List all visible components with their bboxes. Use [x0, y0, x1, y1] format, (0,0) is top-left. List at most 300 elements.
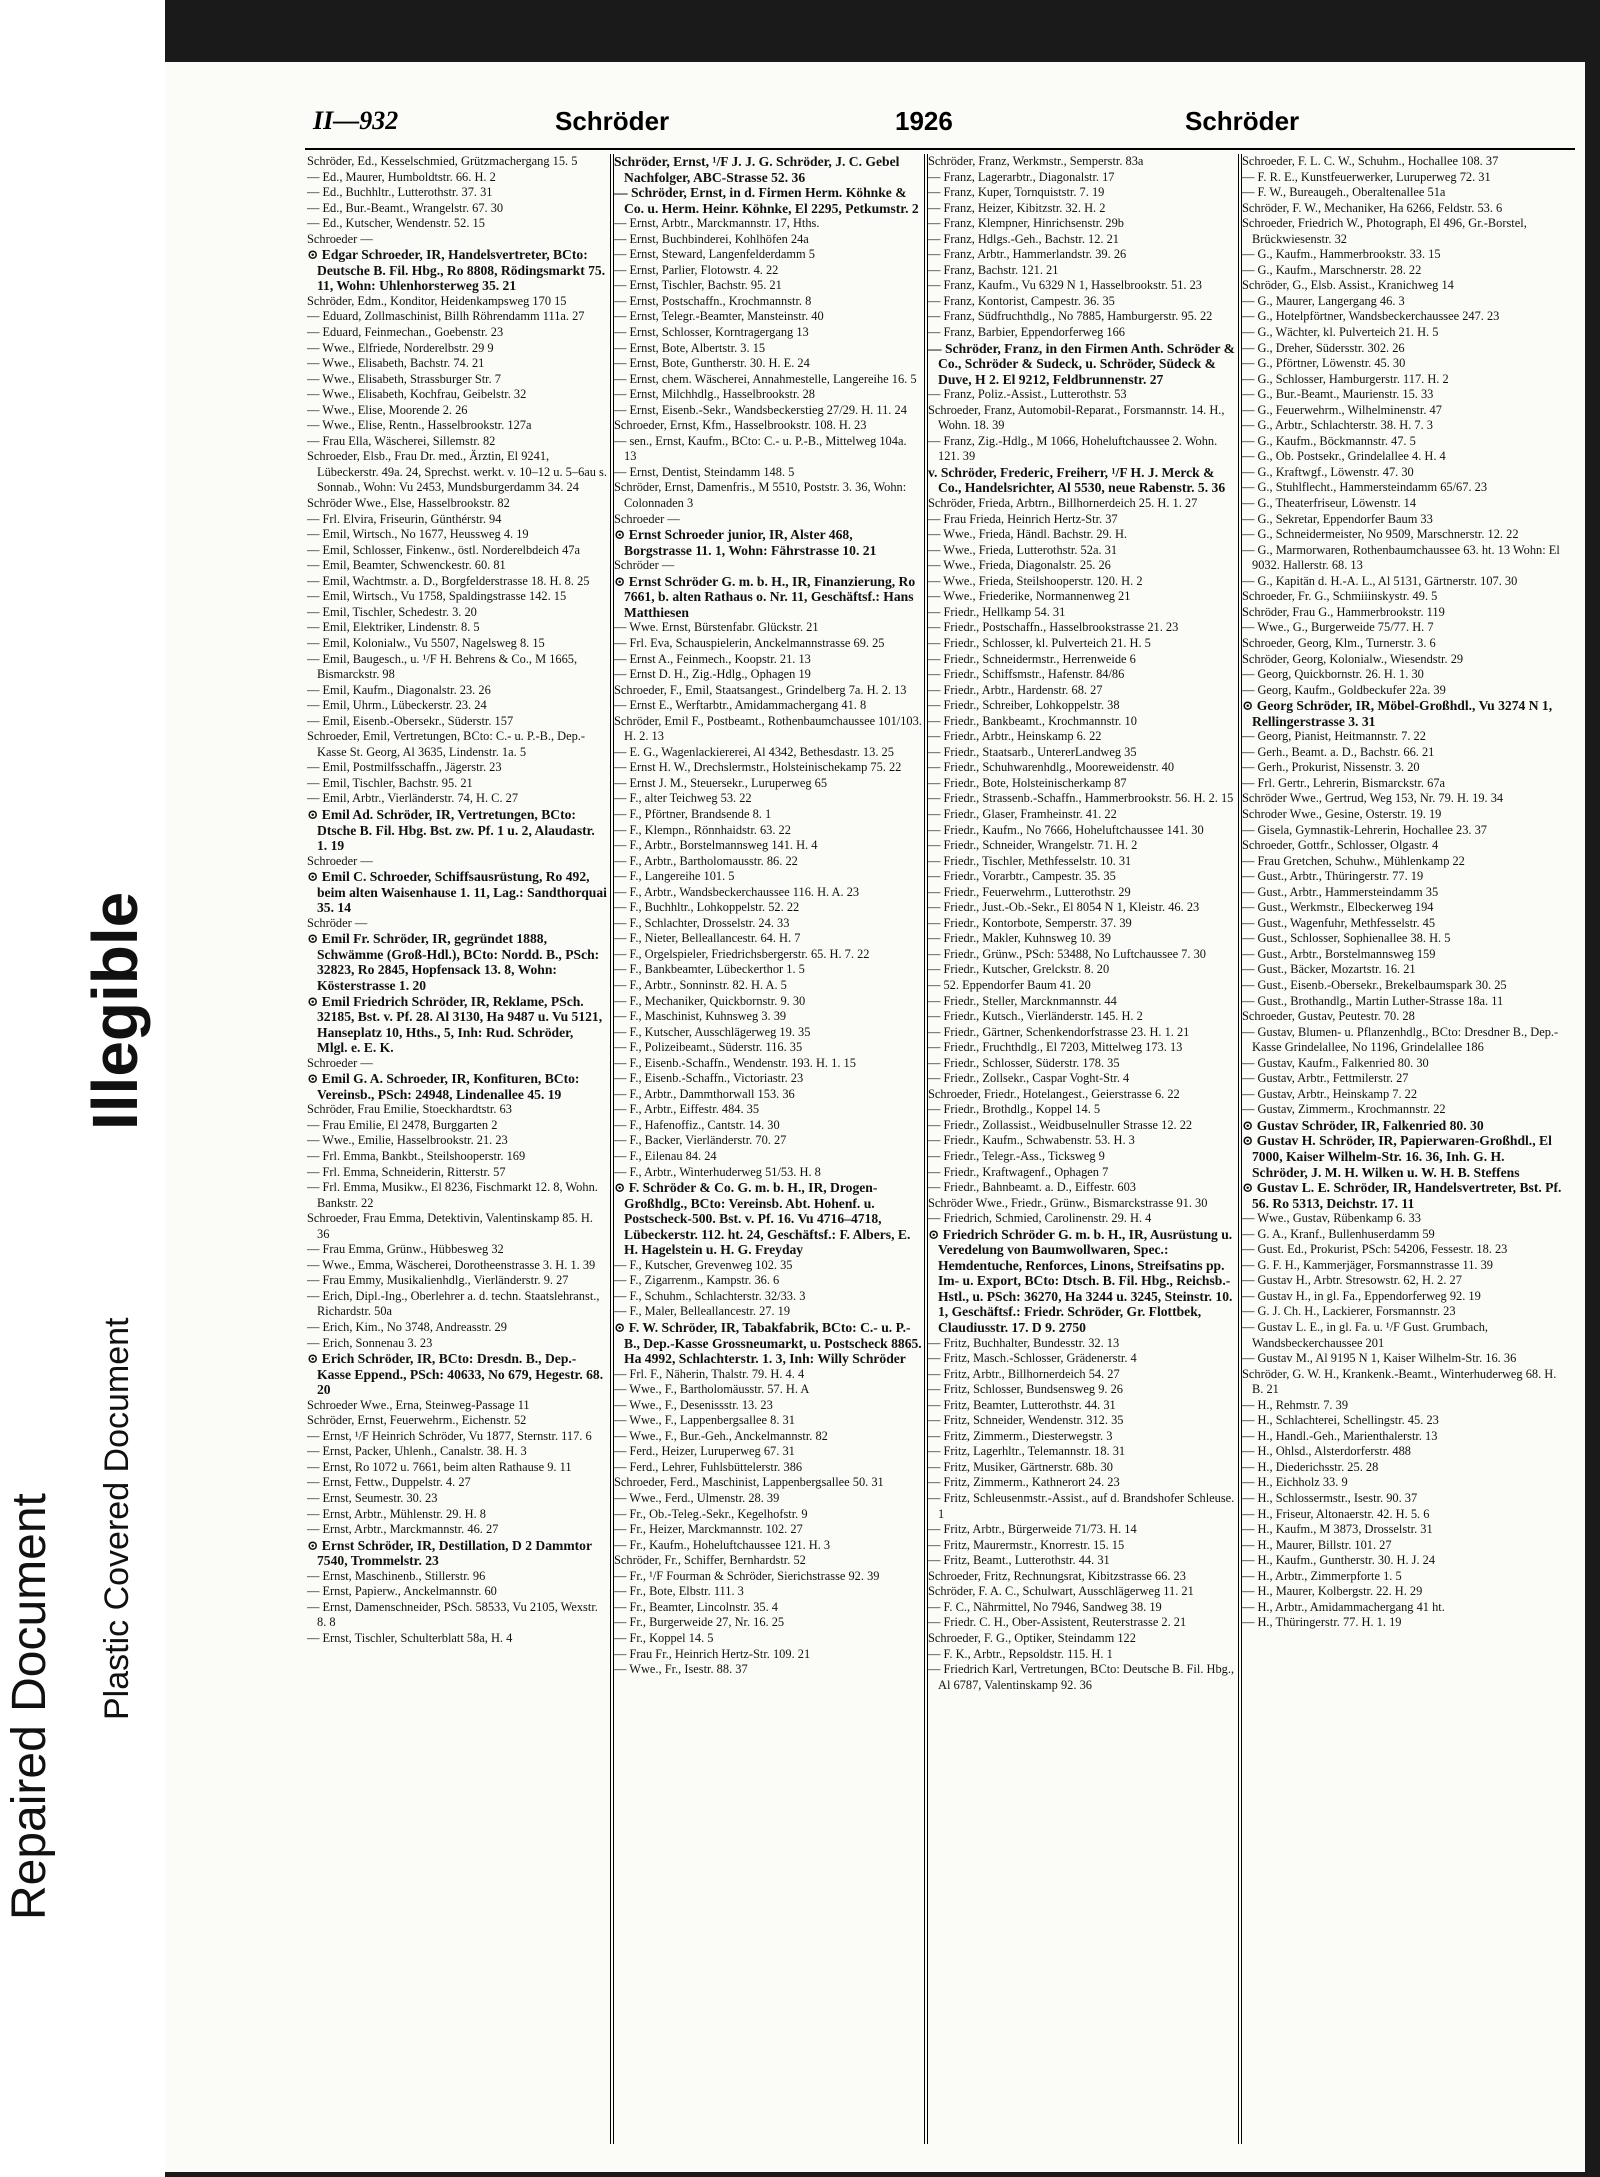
directory-entry: Schröder, F. W., Mechaniker, Ha 6266, Feldstr. 53. 6	[1242, 200, 1503, 215]
page-number: II—932	[313, 106, 399, 135]
directory-entry: — Fritz, Masch.-Schlosser, Grädenerstr. 4	[928, 1351, 1137, 1366]
directory-entry: — Fritz, Zimmerm., Kathnerort 24. 23	[928, 1475, 1120, 1490]
directory-entry: — Friedr., Gärtner, Schenkendorfstrasse 23. H. 1. 21	[928, 1024, 1190, 1039]
directory-entry: — Wwe., Frieda, Diagonalstr. 25. 26	[928, 558, 1111, 573]
directory-entry: — Fritz, Arbtr., Billhornerdeich 54. 27	[928, 1366, 1120, 1381]
directory-entry: — Gust., Brothandlg., Martin Luther-Strasse 18a. 11	[1242, 993, 1504, 1008]
directory-entry: Schröder, F. A. C., Schulwart, Ausschlägerweg 11. 21	[928, 1584, 1194, 1599]
directory-entry: — Friedr., Staatsarb., UntererLandweg 35	[928, 744, 1137, 759]
directory-entry: — Emil, Beamter, Schwenckestr. 60. 81	[307, 558, 506, 573]
running-head-right: Schröder	[1185, 106, 1300, 136]
directory-entry: — Friedr., Schreiber, Lohkoppelstr. 38	[928, 698, 1120, 713]
directory-entry: — E. G., Wagenlackiererei, Al 4342, Bethesdastr. 13. 25	[614, 744, 894, 759]
directory-entry: — Ernst, Milchhdlg., Hasselbrookstr. 28	[614, 387, 815, 402]
directory-entry: — Wwe., Elfriede, Norderelbstr. 29 9	[307, 340, 494, 355]
directory-entry: — Emil, Kaufm., Diagonalstr. 23. 26	[307, 682, 491, 697]
directory-entry: ⊙ Erich Schröder, IR, BCto: Dresdn. B., Dep.-Kasse Eppend., PSch: 40633, No 679, Hegestr. 68. 20	[307, 1351, 604, 1398]
directory-entry: — F., Maschinist, Kuhnsweg 3. 39	[614, 1009, 787, 1024]
directory-entry: — F., Orgelspieler, Friedrichsbergerstr. 65. H. 7. 22	[614, 946, 870, 961]
directory-entry: — Fritz, Zimmerm., Diesterwegstr. 3	[928, 1428, 1113, 1443]
directory-entry: — Ed., Maurer, Humboldtstr. 66. H. 2	[307, 169, 496, 184]
directory-entry: — Franz, Heizer, Kibitzstr. 32. H. 2	[928, 200, 1106, 215]
directory-entry: — Gustav L. E., in gl. Fa. u. ¹/F Gust. Grumbach, Wandsbeckerchaussee 201	[1242, 1320, 1489, 1350]
directory-entry: — Gust., Wagenfuhr, Methfesselstr. 45	[1242, 915, 1436, 930]
directory-entry: — Ernst, Parlier, Flotowstr. 4. 22	[614, 262, 779, 277]
directory-entry: Schroeder, Fr. G., Schmiiinskystr. 49. 5	[1242, 589, 1438, 604]
directory-entry: — Friedr., Arbtr., Hardenstr. 68. 27	[928, 682, 1103, 697]
directory-entry: — G., Hotelpförtner, Wandsbeckerchaussee 247. 23	[1242, 309, 1500, 324]
column-divider	[1238, 154, 1239, 2144]
directory-entry: — Friedr., Zollassist., Weidbuselnuller Strasse 12. 22	[928, 1117, 1193, 1132]
directory-entry: — Ernst D. H., Zig.-Hdlg., Ophagen 19	[614, 667, 811, 682]
directory-entry: — Friedr., Bankbeamt., Krochmannstr. 10	[928, 713, 1137, 728]
directory-entry: Schroeder, Frau Emma, Detektivin, Valentinskamp 85. H. 36	[307, 1211, 593, 1241]
directory-entry: ⊙ Emil G. A. Schroeder, IR, Konfituren, BCto: Vereinsb., PSch: 24948, Lindenallee 45. 19	[307, 1071, 580, 1102]
directory-entry: Schroeder, F., Emil, Staatsangest., Grindelberg 7a. H. 2. 13	[614, 682, 907, 697]
directory-entry: — Friedr., Strassenb.-Schaffn., Hammerbrookstr. 56. H. 2. 15	[928, 791, 1234, 806]
directory-entry: — Friedr., Feuerwehrm., Lutterothstr. 29	[928, 884, 1131, 899]
directory-column-4	[1241, 154, 1562, 2144]
directory-entry: — Emil, Baugesch., u. ¹/F H. Behrens & Co., M 1665, Bismarckstr. 98	[307, 651, 578, 682]
directory-entry: ⊙ Ernst Schroeder junior, IR, Alster 468, Borgstrasse 11. 1, Wohn: Fährstrasse 10. 21	[614, 527, 877, 558]
directory-entry: — F., Schlachter, Drosselstr. 24. 33	[614, 915, 790, 930]
directory-entry: — Fr., Burgerweide 27, Nr. 16. 25	[614, 1615, 785, 1630]
directory-entry: — F., Kutscher, Ausschlägerweg 19. 35	[614, 1024, 811, 1039]
directory-entry: — Fr., Heizer, Marckmannstr. 102. 27	[614, 1522, 803, 1537]
directory-entry: — Gustav, Arbtr., Fettmilerstr. 27	[1242, 1071, 1409, 1086]
directory-entry: — G., Kaufm., Marschnerstr. 28. 22	[1242, 262, 1422, 277]
directory-entry: Schroeder, F. L. C. W., Schuhm., Hochallee 108. 37	[1242, 154, 1499, 168]
directory-entry: — Emil, Arbtr., Vierländerstr. 74, H. C. 27	[307, 791, 519, 806]
directory-entry: — Friedr., Just.-Ob.-Sekr., El 8054 N 1, Kleistr. 46. 23	[928, 900, 1200, 915]
directory-entry: — F., Zigarrenm., Kampstr. 36. 6	[614, 1273, 780, 1288]
directory-entry: — G., Kraftwgf., Löwenstr. 47. 30	[1242, 464, 1414, 479]
directory-entry: — Frl. Eva, Schauspielerin, Anckelmannstrasse 69. 25	[614, 635, 885, 650]
directory-entry: — Fritz, Buchhalter, Bundesstr. 32. 13	[928, 1335, 1120, 1350]
directory-entry: — Gustav H., Arbtr. Stresowstr. 62, H. 2. 27	[1242, 1273, 1462, 1288]
directory-entry: — G., Dreher, Südersstr. 302. 26	[1242, 340, 1405, 355]
directory-entry: Schröder, Ernst, Feuerwehrm., Eichenstr. 52	[307, 1413, 527, 1428]
directory-entry: — Friedr., Vorarbtr., Campestr. 35. 35	[928, 869, 1116, 884]
directory-entry: — Friedr., Postschaffn., Hasselbrookstrasse 21. 23	[928, 620, 1179, 635]
directory-entry: — G., Maurer, Langergang 46. 3	[1242, 293, 1405, 308]
column-divider	[924, 154, 925, 2144]
directory-entry: — F., Bankbeamter, Lübeckerthor 1. 5	[614, 962, 805, 977]
directory-entry: v. Schröder, Frederic, Freiherr, ¹/F H. J. Merck & Co., Handelsrichter, Al 5530, neue Rabenstr. 5. 36	[928, 464, 1226, 496]
directory-entry: — G., Kaufm., Hammerbrookstr. 33. 15	[1242, 247, 1441, 262]
directory-entry: Schroeder, Franz, Automobil-Reparat., Forsmannstr. 14. H., Wohn. 18. 39	[928, 402, 1225, 433]
directory-entry: — Wwe., Gustav, Rübenkamp 6. 33	[1242, 1211, 1421, 1226]
directory-entry: — Wwe., Friederike, Normannenweg 21	[928, 589, 1131, 604]
directory-entry: — G. J. Ch. H., Lackierer, Forsmannstr. 23	[1242, 1304, 1456, 1319]
directory-entry: — Friedr., Kutscher, Grelckstr. 8. 20	[928, 962, 1110, 977]
directory-entry: — G., Ob. Postsekr., Grindelallee 4. H. 4	[1242, 449, 1446, 464]
directory-entry: — Friedr., Schneidermstr., Herrenweide 6	[928, 651, 1136, 666]
directory-entry: — Fritz, Schlosser, Bundsensweg 9. 26	[928, 1382, 1123, 1397]
directory-entry: — G., Arbtr., Schlachterstr. 38. H. 7. 3	[1242, 418, 1434, 433]
directory-entry: — F., Arbtr., Wandsbeckerchaussee 116. H. A. 23	[614, 884, 860, 899]
directory-entry: — Erich, Dipl.-Ing., Oberlehrer a. d. techn. Staatslehranst., Richardstr. 50a	[307, 1288, 600, 1319]
directory-entry: — Ernst, Bote, Albertstr. 3. 15	[614, 340, 766, 355]
directory-entry: ⊙ Gustav H. Schröder, IR, Papierwaren-Großhdl., El 7000, Kaiser Wilhelm-Str. 16. 36, Inh. G. H. Schröder, J. M. H. Wilken u. W. H. B. Steffens	[1242, 1133, 1552, 1180]
directory-entry: — Friedr., Schlosser, kl. Pulverteich 21. H. 5	[928, 635, 1151, 650]
directory-entry: Schroeder, Friedr., Hotelangest., Geierstrasse 6. 22	[928, 1086, 1180, 1101]
directory-entry: — Fritz, Lagerhltr., Telemannstr. 18. 31	[928, 1444, 1126, 1459]
directory-entry: — Wwe., Fr., Isestr. 88. 37	[614, 1662, 748, 1677]
header-rule	[305, 148, 1575, 150]
directory-entry: — Friedr., Zollsekr., Caspar Voght-Str. 4	[928, 1071, 1130, 1086]
directory-entry: — Gust., Schlosser, Sophienallee 38. H. 5	[1242, 931, 1451, 946]
directory-entry: — Gust. Ed., Prokurist, PSch: 54206, Fessestr. 18. 23	[1242, 1242, 1508, 1257]
directory-entry: — Eduard, Feinmechan., Goebenstr. 23	[307, 325, 504, 340]
directory-entry: Schroeder —	[307, 231, 373, 246]
directory-entry: Schröder, Frau G., Hammerbrookstr. 119	[1242, 604, 1445, 619]
directory-entry: — Gust., Arbtr., Thüringerstr. 77. 19	[1242, 869, 1424, 884]
directory-entry: — F., Langereihe 101. 5	[614, 869, 735, 884]
directory-entry: — F., Klempn., Rönnhaidstr. 63. 22	[614, 822, 791, 837]
directory-entry: Schröder —	[614, 558, 675, 573]
directory-entry: — Friedr., Kaufm., No 7666, Hoheluftchaussee 141. 30	[928, 822, 1204, 837]
directory-entry: — Gerh., Prokurist, Nissenstr. 3. 20	[1242, 760, 1420, 775]
directory-entry: — Emil, Wachtmstr. a. D., Borgfelderstrasse 18. H. 8. 25	[307, 573, 590, 588]
directory-entry: — Friedrich, Schmied, Carolinenstr. 29. H. 4	[928, 1211, 1152, 1226]
page-year: 1926	[895, 106, 953, 136]
directory-entry: Schroeder, Ferd., Maschinist, Lappenbergsallee 50. 31	[614, 1475, 884, 1490]
directory-entry: ⊙ Emil Ad. Schröder, IR, Vertretungen, BCto: Dtsche B. Fil. Hbg. Bst. zw. Pf. 1 u. 2, Alaudastr. 1. 19	[307, 806, 595, 854]
directory-entry: ⊙ Edgar Schroeder, IR, Handelsvertreter, BCto: Deutsche B. Fil. Hbg., Ro 8808, Rödingsmarkt 75. 11, Wohn: Uhlenhorsterweg 35. 21	[307, 247, 606, 294]
directory-entry: Schroeder, F. G., Optiker, Steindamm 122	[928, 1630, 1136, 1645]
directory-entry: — Ernst, Bote, Guntherstr. 30. H. E. 24	[614, 356, 810, 371]
directory-entry: — G. A., Kranf., Bullenhuserdamm 59	[1242, 1226, 1435, 1241]
directory-entry: Schröder, Frau Emilie, Stoeckhardtstr. 63	[307, 1102, 512, 1117]
directory-entry: — Friedr., Steller, Marcknmannstr. 44	[928, 993, 1117, 1008]
directory-entry: — Wwe., F., Bartholomäusstr. 57. H. A	[614, 1382, 810, 1397]
directory-entry: — Frau Emilie, El 2478, Burggarten 2	[307, 1117, 498, 1132]
directory-entry: — Frau Emmy, Musikalienhdlg., Vierländerstr. 9. 27	[307, 1273, 569, 1288]
directory-entry: — Wwe., Frieda, Lutterothstr. 52a. 31	[928, 542, 1118, 557]
directory-entry: — Fritz, Beamter, Lutterothstr. 44. 31	[928, 1397, 1116, 1412]
directory-entry: — F., Arbtr., Bartholomausstr. 86. 22	[614, 853, 798, 868]
directory-entry: — H., Arbtr., Amidammachergang 41 ht.	[1242, 1599, 1445, 1614]
directory-entry: — H., Handl.-Geh., Marienthalerstr. 13	[1242, 1428, 1438, 1443]
directory-entry: — Friedr., Hellkamp 54. 31	[928, 604, 1066, 619]
directory-entry: — H., Rehmstr. 7. 39	[1242, 1397, 1349, 1412]
directory-entry: — F. W., Bureaugeh., Oberaltenallee 51a	[1242, 185, 1446, 200]
directory-entry: — Ferd., Lehrer, Fuhlsbüttelerstr. 386	[614, 1459, 803, 1474]
directory-entry: Schröder Wwe., Else, Hasselbrookstr. 82	[307, 496, 510, 511]
directory-entry: — F., Arbtr., Winterhuderweg 51/53. H. 8	[614, 1164, 821, 1179]
directory-entry: — Franz, Lagerarbtr., Diagonalstr. 17	[928, 169, 1115, 184]
directory-entry: — Fritz, Musiker, Gärtnerstr. 68b. 30	[928, 1459, 1113, 1474]
directory-entry: — F., Polizeibeamt., Süderstr. 116. 35	[614, 1040, 803, 1055]
directory-entry: — Ed., Buchhltr., Lutterothstr. 37. 31	[307, 185, 493, 200]
directory-entry: — Franz, Kuper, Tornquiststr. 7. 19	[928, 185, 1105, 200]
directory-entry: — H., Schlachterei, Schellingstr. 45. 23	[1242, 1413, 1439, 1428]
directory-entry: — Gisela, Gymnastik-Lehrerin, Hochallee 23. 37	[1242, 822, 1487, 837]
directory-entry: — H., Maurer, Kolbergstr. 22. H. 29	[1242, 1584, 1423, 1599]
directory-entry: — Ernst, Maschinenb., Stillerstr. 96	[307, 1568, 486, 1583]
directory-entry: — Ernst, Ro 1072 u. 7661, beim alten Rathause 9. 11	[307, 1459, 572, 1474]
directory-entry: — Ernst, Tischler, Bachstr. 95. 21	[614, 278, 782, 293]
directory-entry: — Gerh., Beamt. a. D., Bachstr. 66. 21	[1242, 744, 1435, 759]
directory-entry: — H., Ohlsd., Alsterdorferstr. 488	[1242, 1444, 1411, 1459]
directory-entry: Schroeder, Friedrich W., Photograph, El 496, Gr.-Borstel, Brückwiesenstr. 32	[1242, 216, 1527, 246]
directory-entry: — Fr., Koppel 14. 5	[614, 1630, 714, 1645]
directory-entry: — Franz, Hdlgs.-Geh., Bachstr. 12. 21	[928, 231, 1119, 246]
directory-entry: — F. K., Arbtr., Repsoldstr. 115. H. 1	[928, 1646, 1113, 1661]
directory-entry: — Gustav, Arbtr., Heinskamp 7. 22	[1242, 1086, 1418, 1101]
directory-entry: — F., Arbtr., Dammthorwall 153. 36	[614, 1086, 795, 1101]
directory-entry: — H., Thüringerstr. 77. H. 1. 19	[1242, 1615, 1402, 1630]
directory-entry: — Friedr., Grünw., PSch: 53488, No Luftchaussee 7. 30	[928, 946, 1206, 961]
directory-entry: — Ernst J. M., Steuersekr., Luruperweg 65	[614, 775, 828, 790]
directory-entry: — Wwe. Ernst, Bürstenfabr. Glückstr. 21	[614, 620, 819, 635]
directory-entry: — Frau Emma, Grünw., Hübbesweg 32	[307, 1242, 504, 1257]
directory-entry: ⊙ Emil Fr. Schröder, IR, gegründet 1888, Schwämme (Groß-Hdl.), BCto: Nordd. B., PSch: 32823, Ro 2845, Hopfensack 13. 8, Wohn: Kösterstrasse 1. 20	[307, 931, 600, 993]
directory-entry: — Schröder, Franz, in den Firmen Anth. Schröder & Co., Schröder & Sudeck, u. Schröder, Südeck & Duve, H 2. El 9212, Feldbrunnenstr. 27	[928, 340, 1235, 387]
plastic-covered-label: Plastic Covered Document	[98, 1317, 136, 1720]
directory-entry: — Ernst, Papierw., Anckelmannstr. 60	[307, 1584, 497, 1599]
directory-entry: — Emil, Tischler, Schedestr. 3. 20	[307, 604, 477, 619]
directory-entry: — Ernst, Fettw., Duppelstr. 4. 27	[307, 1475, 471, 1490]
directory-entry: — Gustav, Kaufm., Falkenried 80. 30	[1242, 1055, 1429, 1070]
directory-entry: — Ed., Kutscher, Wendenstr. 52. 15	[307, 216, 485, 231]
directory-entry: — Friedr., Telegr.-Ass., Ticksweg 9	[928, 1149, 1105, 1163]
directory-entry: Schroeder, Emil, Vertretungen, BCto: C.- u. P.-B., Dep.-Kasse St. Georg, Al 3635, Lindenstr. 1a. 5	[307, 729, 586, 759]
directory-column-1	[307, 154, 607, 2144]
directory-entry: — Fr., Bote, Elbstr. 111. 3	[614, 1584, 744, 1599]
directory-entry: — H., Kaufm., Guntherstr. 30. H. J. 24	[1242, 1553, 1436, 1568]
directory-entry: — Wwe., Elise, Rentn., Hasselbrookstr. 127a	[307, 418, 532, 433]
directory-entry: — Wwe., Elisabeth, Strassburger Str. 7	[307, 371, 501, 386]
directory-entry: — Franz, Klempner, Hinrichsenstr. 29b	[928, 216, 1124, 231]
directory-entry: — G., Pförtner, Löwenstr. 45. 30	[1242, 356, 1406, 371]
directory-entry: — Franz, Poliz.-Assist., Lutterothstr. 53	[928, 387, 1127, 402]
directory-entry: — H., Diederichsstr. 25. 28	[1242, 1459, 1379, 1474]
directory-entry: — Ernst, Steward, Langenfelderdamm 5	[614, 247, 815, 262]
directory-entry: Schroeder —	[307, 853, 373, 868]
column-divider	[610, 154, 611, 2144]
directory-entry: — Ernst, Postschaffn., Krochmannstr. 8	[614, 293, 812, 308]
directory-entry: — Friedr., Kutsch., Vierländerstr. 145. H. 2	[928, 1009, 1143, 1024]
directory-entry: — Franz, Südfruchthdlg., No 7885, Hamburgerstr. 95. 22	[928, 309, 1213, 324]
directory-entry: — Friedr., Schneider, Wrangelstr. 71. H. 2	[928, 838, 1138, 853]
directory-entry: — Georg, Kaufm., Goldbeckufer 22a. 39	[1242, 682, 1446, 697]
directory-entry: Schroeder, Gustav, Peutestr. 70. 28	[1242, 1009, 1415, 1024]
illegible-label: Illegible	[79, 891, 151, 1130]
directory-entry: — Frau Frieda, Heinrich Hertz-Str. 37	[928, 511, 1118, 526]
directory-entry: — Fritz, Schneider, Wendenstr. 312. 35	[928, 1413, 1124, 1428]
directory-entry: — Gust., Arbtr., Hammersteindamm 35	[1242, 884, 1439, 899]
directory-entry: — Wwe., Elisabeth, Kochfrau, Geibelstr. 32	[307, 387, 527, 402]
directory-entry: — Friedrich Karl, Vertretungen, BCto: Deutsche B. Fil. Hbg., Al 6787, Valentinskamp 92. 36	[928, 1662, 1235, 1692]
directory-entry: — Wwe., Elise, Moorende 2. 26	[307, 402, 468, 417]
directory-entry: Schroeder, Ernst, Kfm., Hasselbrookstr. 108. H. 23	[614, 418, 867, 433]
directory-entry: — Ernst A., Feinmech., Koopstr. 21. 13	[614, 651, 811, 666]
directory-entry: — Ernst, Tischler, Schulterblatt 58a, H. 4	[307, 1630, 513, 1645]
directory-entry: Schröder, Franz, Werkmstr., Semperstr. 83a	[928, 154, 1144, 168]
directory-entry: — Friedr., Schlosser, Süderstr. 178. 35	[928, 1055, 1120, 1070]
directory-entry: — Fr., Kaufm., Hoheluftchaussee 121. H. 3	[614, 1537, 831, 1552]
directory-entry: — Emil, Wirtsch., No 1677, Heussweg 4. 19	[307, 527, 529, 542]
directory-entry: — Gust., Arbtr., Borstelmannsweg 159	[1242, 946, 1436, 961]
directory-entry: — Ernst, Seumestr. 30. 23	[307, 1491, 438, 1506]
directory-entry: — Frl. Elvira, Friseurin, Günthérstr. 94	[307, 511, 502, 526]
directory-entry: — F. R. E., Kunstfeuerwerker, Luruperweg 72. 31	[1242, 169, 1491, 184]
directory-entry: — Ernst, Arbtr., Marckmannstr. 46. 27	[307, 1522, 499, 1537]
directory-entry: — Wwe., Ferd., Ulmenstr. 28. 39	[614, 1491, 780, 1506]
directory-entry: — Friedr., Brothdlg., Koppel 14. 5	[928, 1102, 1101, 1117]
directory-entry: — Eduard, Zollmaschinist, Billh Röhrendamm 111a. 27	[307, 309, 585, 324]
directory-entry: — F., Arbtr., Sonninstr. 82. H. A. 5	[614, 977, 787, 992]
directory-entry: Schröder, Edm., Konditor, Heidenkampsweg 170 15	[307, 293, 567, 308]
directory-entry: — F., Hafenoffiz., Cantstr. 14. 30	[614, 1117, 780, 1132]
directory-entry: — F., Schuhm., Schlachterstr. 32/33. 3	[614, 1288, 806, 1303]
repaired-document-label: Repaired Document	[3, 1493, 56, 1920]
directory-entry: — F. C., Nährmittel, No 7946, Sandweg 38. 19	[928, 1599, 1162, 1614]
directory-entry: — F., Arbtr., Eiffestr. 484. 35	[614, 1102, 760, 1117]
directory-entry: — Wwe., Frieda, Händl. Bachstr. 29. H.	[928, 527, 1128, 542]
directory-entry: — Friedr., Glaser, Framheinstr. 41. 22	[928, 806, 1117, 821]
directory-entry: — G., Schneidermeister, No 9509, Marschnerstr. 12. 22	[1242, 527, 1519, 542]
directory-entry: — Ernst H. W., Drechslermstr., Holsteinischekamp 75. 22	[614, 760, 902, 775]
directory-entry: — Ernst, Dentist, Steindamm 148. 5	[614, 464, 795, 479]
directory-entry: — Gust., Bäcker, Mozartstr. 16. 21	[1242, 962, 1416, 977]
directory-entry: — Gustav, Blumen- u. Pflanzenhdlg., BCto: Dresdner B., Dep.-Kasse Grindelallee, No 1196, Grindelallee 186	[1242, 1024, 1559, 1055]
directory-entry: — Emil, Postmilfsschaffn., Jägerstr. 23	[307, 760, 502, 775]
directory-entry: — Frl. Emma, Bankbt., Steilshooperstr. 169	[307, 1149, 526, 1163]
directory-entry: — 52. Eppendorfer Baum 41. 20	[928, 977, 1091, 992]
directory-entry: — Wwe., F., Lappenbergsallee 8. 31	[614, 1413, 795, 1428]
directory-entry: — H., Schlossermstr., Isestr. 90. 37	[1242, 1491, 1418, 1506]
directory-entry: — H., Eichholz 33. 9	[1242, 1475, 1348, 1490]
directory-entry: ⊙ Georg Schröder, IR, Möbel-Großhdl., Vu 3274 N 1, Rellingerstrasse 3. 31	[1242, 698, 1553, 729]
directory-entry: Schroeder, Georg, Klm., Turnerstr. 3. 6	[1242, 635, 1436, 650]
directory-entry: ⊙ Emil C. Schroeder, Schiffsausrüstung, Ro 492, beim alten Waisenhause 1. 11, Lag.: Sandthorquai 35. 14	[307, 869, 607, 916]
directory-entry: — Frau Ella, Wäscherei, Sillemstr. 82	[307, 433, 496, 448]
directory-entry: — F., Maler, Belleallancestr. 27. 19	[614, 1304, 791, 1319]
directory-entry: — G., Schlosser, Hamburgerstr. 117. H. 2	[1242, 371, 1449, 386]
directory-entry: — Friedr., Kraftwagenf., Ophagen 7	[928, 1164, 1109, 1179]
directory-entry: — Emil, Elektriker, Lindenstr. 8. 5	[307, 620, 480, 635]
directory-entry: — Georg, Quickbornstr. 26. H. 1. 30	[1242, 667, 1424, 682]
directory-entry: — Erich, Sonnenau 3. 23	[307, 1335, 433, 1350]
directory-entry: — Franz, Kaufm., Vu 6329 N 1, Hasselbrookstr. 51. 23	[928, 278, 1203, 293]
directory-entry: — Georg, Pianist, Heitmannstr. 7. 22	[1242, 729, 1426, 744]
directory-entry: Schroeder, Fritz, Rechnungsrat, Kibitzstrasse 66. 23	[928, 1568, 1186, 1583]
directory-entry: — F., Arbtr., Borstelmannsweg 141. H. 4	[614, 838, 818, 853]
directory-entry: — Friedr., Kontorbote, Semperstr. 37. 39	[928, 915, 1132, 930]
directory-entry: — Franz, Zig.-Hdlg., M 1066, Hoheluftchaussee 2. Wohn. 121. 39	[928, 433, 1218, 464]
directory-entry: — H., Arbtr., Zimmerpforte 1. 5	[1242, 1568, 1402, 1583]
directory-entry: — Gust., Eisenb.-Obersekr., Brekelbaumspark 30. 25	[1242, 977, 1507, 992]
directory-entry: — Friedr., Fruchthdlg., El 7203, Mittelweg 173. 13	[928, 1040, 1183, 1055]
directory-entry: Schröder, Ed., Kesselschmied, Grützmachergang 15. 5	[307, 154, 578, 168]
directory-entry: — Frl. Emma, Musikw., El 8236, Fischmarkt 12. 8, Wohn. Bankstr. 22	[307, 1180, 598, 1210]
directory-entry: Schröder, G., Elsb. Assist., Kranichweg 14	[1242, 278, 1454, 293]
directory-entry: — F., Kutscher, Grevenweg 102. 35	[614, 1257, 793, 1272]
running-head-left: Schröder	[555, 106, 670, 136]
directory-entry: — Gustav M., Al 9195 N 1, Kaiser Wilhelm-Str. 16. 36	[1242, 1351, 1517, 1366]
directory-entry: — Ernst, Arbtr., Mühlenstr. 29. H. 8	[307, 1506, 486, 1521]
directory-entry: — Wwe., Emma, Wäscherei, Dorotheenstrasse 3. H. 1. 39	[307, 1257, 596, 1272]
directory-entry: — Ernst, Arbtr., Marckmannstr. 17, Hths.	[614, 216, 820, 231]
directory-entry: ⊙ Gustav Schröder, IR, Falkenried 80. 30	[1242, 1117, 1484, 1133]
directory-entry: — H., Maurer, Billstr. 101. 27	[1242, 1537, 1392, 1552]
directory-entry: — F., Buchhltr., Lohkoppelstr. 52. 22	[614, 900, 800, 915]
directory-entry: — Friedr., Bahnbeamt. a. D., Eiffestr. 603	[928, 1180, 1136, 1195]
directory-column-2	[613, 154, 922, 2144]
directory-entry: — Frl. F., Näherin, Thalstr. 79. H. 4. 4	[614, 1366, 805, 1381]
directory-entry: — Frl. Gertr., Lehrerin, Bismarckstr. 67a	[1242, 775, 1446, 790]
directory-entry: — Frau Gretchen, Schuhw., Mühlenkamp 22	[1242, 853, 1465, 868]
directory-entry: — G., Theaterfriseur, Löwenstr. 14	[1242, 496, 1417, 511]
directory-entry: Schröder, Frieda, Arbtrn., Billhornerdeich 25. H. 1. 27	[928, 496, 1198, 511]
directory-entry: — Friedr. C. H., Ober-Assistent, Reuterstrasse 2. 21	[928, 1615, 1187, 1630]
directory-entry: — Ernst, Telegr.-Beamter, Mansteinstr. 40	[614, 309, 824, 324]
directory-entry: — F., Nieter, Belleallancestr. 64. H. 7	[614, 931, 801, 946]
directory-entry: Schröder, Georg, Kolonialw., Wiesendstr. 29	[1242, 651, 1464, 666]
directory-entry: — H., Kaufm., M 3873, Drosselstr. 31	[1242, 1522, 1433, 1537]
directory-entry: — Friedr., Kaufm., Schwabenstr. 53. H. 3	[928, 1133, 1135, 1148]
directory-entry: — Ferd., Heizer, Luruperweg 67. 31	[614, 1444, 795, 1459]
directory-entry: — G., Stuhlflecht., Hammersteindamm 65/67. 23	[1242, 480, 1488, 495]
directory-entry: — Wwe., G., Burgerweide 75/77. H. 7	[1242, 620, 1434, 635]
directory-entry: Schröder Wwe., Gertrud, Weg 153, Nr. 79. H. 19. 34	[1242, 791, 1504, 806]
directory-entry: — G., Feuerwehrm., Wilhelminenstr. 47	[1242, 402, 1442, 417]
directory-entry: — F., alter Teichweg 53. 22	[614, 791, 752, 806]
directory-entry: ⊙ Ernst Schröder G. m. b. H., IR, Finanzierung, Ro 7661, b. alten Rathaus o. Nr. 11, Geschäftsf.: Hans Matthiesen	[614, 573, 916, 620]
directory-entry: — Emil, Kolonialw., Vu 5507, Nagelsweg 8. 15	[307, 635, 545, 650]
directory-entry: ⊙ F. Schröder & Co. G. m. b. H., IR, Drogen-Großhdlg., BCto: Vereinsb. Abt. Hohenf. u. Postscheck-500. Bst. v. Pf. 16. Vu 4716–4718, Lübeckerstr. 112. ht. 24, Geschäftsf.: F. Albers, E. H. Hagelstein u. H. G. Freyday	[614, 1180, 911, 1258]
directory-entry: — Fritz, Maurermstr., Knorrestr. 15. 15	[928, 1537, 1125, 1552]
directory-entry: — Emil, Schlosser, Finkenw., östl. Norderelbdeich 47a	[307, 542, 580, 557]
directory-entry: ⊙ F. W. Schröder, IR, Tabakfabrik, BCto: C.- u. P.-B., Dep.-Kasse Grossneumarkt, u. Postscheck 8865. Ha 4992, Schlachterstr. 1. 3, Inh: Willy Schröder	[614, 1320, 922, 1367]
directory-entry: Schroeder, Gottfr., Schlosser, Olgastr. 4	[1242, 838, 1439, 853]
directory-entry: — F., Eilenau 84. 24	[614, 1149, 717, 1163]
directory-entry: — Gustav, Zimmerm., Krochmannstr. 22	[1242, 1102, 1446, 1117]
directory-entry: — Frau Fr., Heinrich Hertz-Str. 109. 21	[614, 1646, 811, 1661]
directory-entry: — Ernst E., Werftarbtr., Amidammachergang 41. 8	[614, 698, 867, 713]
directory-entry: Schröder, Ernst, Damenfris., M 5510, Poststr. 3. 36, Wohn: Colonnaden 3	[614, 480, 907, 511]
directory-entry: Schröder Wwe., Friedr., Grünw., Bismarckstrasse 91. 30	[928, 1195, 1208, 1210]
directory-entry: Schroder Wwe., Gesine, Osterstr. 19. 19	[1242, 806, 1442, 821]
directory-entry: — Wwe., Frieda, Steilshooperstr. 120. H. 2	[928, 573, 1143, 588]
directory-entry: — Emil, Eisenb.-Obersekr., Süderstr. 157	[307, 713, 514, 728]
directory-entry: Schröder —	[307, 915, 368, 930]
directory-entry: — Fr., Ob.-Teleg.-Sekr., Kegelhofstr. 9	[614, 1506, 808, 1521]
directory-entry: — G., Kaufm., Böckmannstr. 47. 5	[1242, 433, 1416, 448]
directory-entry: — F., Backer, Vierländerstr. 70. 27	[614, 1133, 787, 1148]
directory-column-3	[927, 154, 1236, 2144]
directory-entry: Schröder, Emil F., Postbeamt., Rothenbaumchaussee 101/103. H. 2. 13	[614, 713, 922, 744]
directory-entry: — G., Wächter, kl. Pulverteich 21. H. 5	[1242, 325, 1439, 340]
directory-entry: — H., Friseur, Altonaerstr. 42. H. 5. 6	[1242, 1506, 1430, 1521]
directory-entry: — G., Kapitän d. H.-A. L., Al 5131, Gärtnerstr. 107. 30	[1242, 573, 1518, 588]
directory-entry: — Franz, Bachstr. 121. 21	[928, 262, 1059, 277]
directory-entry: — sen., Ernst, Kaufm., BCto: C.- u. P.-B., Mittelweg 104a. 13	[614, 433, 907, 464]
directory-entry: — Gust., Werkmstr., Elbeckerweg 194	[1242, 900, 1434, 915]
directory-entry: ⊙ Ernst Schröder, IR, Destillation, D 2 Dammtor 7540, Trommelstr. 23	[307, 1537, 592, 1569]
directory-entry: Schröder, Ernst, ¹/F J. J. G. Schröder, J. C. Gebel Nachfolger, ABC-Strasse 52. 36	[614, 154, 900, 185]
directory-entry: — F., Eisenb.-Schaffn., Wendenstr. 193. H. 1. 15	[614, 1055, 856, 1070]
directory-entry: — Emil, Uhrm., Lübeckerstr. 23. 24	[307, 698, 487, 713]
directory-entry: — Friedr., Makler, Kuhnsweg 10. 39	[928, 931, 1111, 946]
directory-entry: — G., Sekretar, Eppendorfer Baum 33	[1242, 511, 1433, 526]
directory-entry: — Franz, Barbier, Eppendorferweg 166	[928, 325, 1125, 340]
directory-entry: Schroeder —	[307, 1055, 373, 1070]
directory-entry: — F., Pförtner, Brandsende 8. 1	[614, 806, 772, 821]
